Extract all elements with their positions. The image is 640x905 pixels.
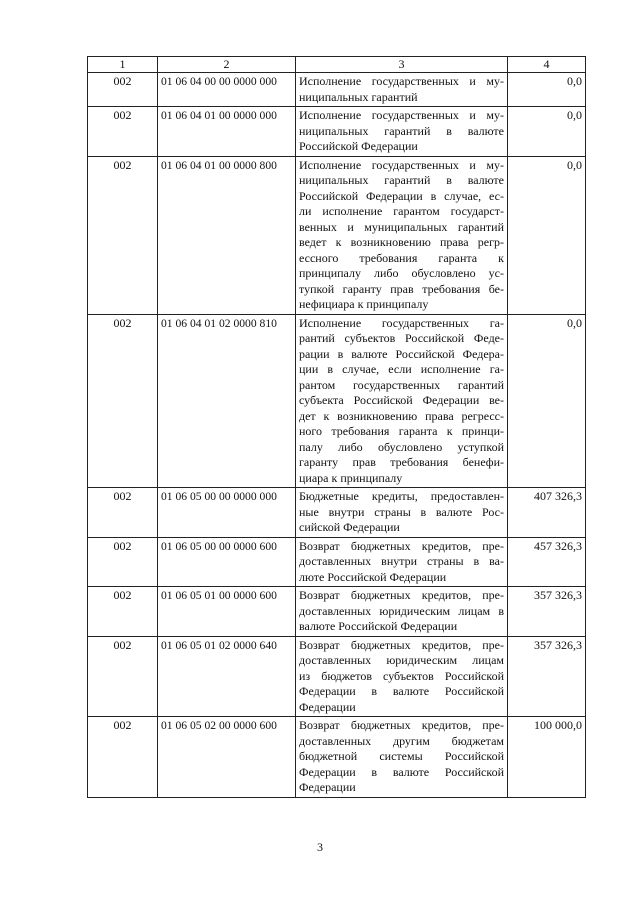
source-name-line: ниципальных гарантий [299,89,418,104]
source-name-cell [296,156,508,314]
amount-cell: 357 326,3 [508,636,586,717]
source-name-line: дет к возникновению права регресс- [299,408,504,423]
budget-classification-code-cell: 01 06 05 00 00 0000 600 [158,537,296,587]
amount-cell: 0,0 [508,314,586,488]
source-name-line: Федерации [299,780,356,794]
admin-code-cell: 002 [88,537,158,587]
source-name-line: рантом государственных гарантий [299,377,504,392]
budget-classification-code-cell: 01 06 04 01 00 0000 000 [158,107,296,157]
table-row [88,314,586,488]
budget-classification-code-cell: 01 06 04 01 00 0000 800 [158,156,296,314]
source-name-line: Исполнение государственных и му- [299,157,504,172]
source-name-line: нефициара к принципалу [299,297,429,311]
source-name-cell [296,314,508,488]
budget-sources-table [87,56,586,798]
amount-cell: 407 326,3 [508,488,586,538]
amount-cell: 457 326,3 [508,537,586,587]
table-row [88,537,586,587]
admin-code-cell: 002 [88,587,158,637]
source-name-line: ли исполнение гарантом государст- [299,204,504,218]
source-name-cell [296,73,508,107]
admin-code-cell: 002 [88,107,158,157]
source-name-cell [296,636,508,717]
source-name-line: Российской Федерации в случае, ес- [299,188,504,203]
source-name-line: Исполнение государственных и му- [299,108,504,122]
source-name-line: ессного требования гаранта к [299,250,504,265]
budget-classification-code-cell: 01 06 05 01 02 0000 640 [158,636,296,717]
table-row [88,587,586,637]
source-name-cell [296,107,508,157]
source-name-line: ведет к возникновению права регр- [299,235,504,249]
source-name-line: палу либо обусловлено уступкой [299,439,504,454]
source-name-line: люте Российской Федерации [299,569,447,584]
budget-classification-code-cell: 01 06 04 00 00 0000 000 [158,73,296,107]
header-col-4: 4 [508,57,586,73]
source-name-line: циара к принципалу [299,470,403,485]
page-number: 3 [317,840,323,854]
source-name-line: Федерации в валюте Российской [299,684,504,698]
source-name-line: тупкой гаранту прав требования бе- [299,281,504,296]
amount-cell: 100 000,0 [508,717,586,798]
admin-code-cell: 002 [88,488,158,538]
source-name-line: сийской Федерации [299,520,400,534]
source-name-line: венных и муниципальных гарантий [299,219,504,234]
source-name-line: Возврат бюджетных кредитов, пре- [299,637,504,652]
header-col-1: 1 [88,57,158,73]
source-name-line: принципалу либо обусловлено ус- [299,266,504,280]
admin-code-cell: 002 [88,717,158,798]
source-name-line: ниципальных гарантий в валюте [299,173,504,187]
source-name-line: из бюджетов субъектов Российской [299,668,504,683]
source-name-line: рации в валюте Российской Федера- [299,346,504,361]
header-col-3: 3 [296,57,508,73]
amount-cell: 0,0 [508,73,586,107]
source-name-line: доставленных юридическим лицам в [299,603,504,618]
amount-cell: 357 326,3 [508,587,586,637]
admin-code-cell: 002 [88,156,158,314]
source-name-line: Возврат бюджетных кредитов, пре- [299,588,504,602]
source-name-line: ные внутри страны в валюте Рос- [299,504,504,519]
source-name-line: Федерации [299,699,356,714]
table-row [88,107,586,157]
budget-classification-code-cell: 01 06 05 01 00 0000 600 [158,587,296,637]
source-name-line: гаранту прав требования бенефи- [299,455,504,469]
admin-code-cell: 002 [88,73,158,107]
source-name-line: доставленных юридическим лицам [299,653,504,667]
header-col-2: 2 [158,57,296,73]
budget-classification-code-cell: 01 06 05 02 00 0000 600 [158,717,296,798]
source-name-line: Возврат бюджетных кредитов, пре- [299,538,504,553]
source-name-line: ции в случае, если исполнение га- [299,362,504,376]
source-name-line: субъекта Российской Федерации ве- [299,393,504,407]
source-name-line: Российской Федерации [299,139,418,153]
admin-code-cell: 002 [88,314,158,488]
source-name-line: Исполнение государственных га- [299,315,504,330]
source-name-cell [296,488,508,538]
table-body [88,73,586,798]
source-name-line: Федерации в валюте Российской [299,764,504,779]
budget-classification-code-cell: 01 06 04 01 02 0000 810 [158,314,296,488]
source-name-line: рантий субъектов Российской Феде- [299,331,504,345]
source-name-line: ного требования гаранта к принци- [299,424,504,438]
source-name-line: Исполнение государственных и му- [299,74,504,88]
source-name-line: валюте Российской Федерации [299,619,458,633]
source-name-cell [296,587,508,637]
source-name-line: доставленных другим бюджетам [299,733,504,748]
table-row [88,156,586,314]
admin-code-cell: 002 [88,636,158,717]
source-name-line: бюджетной системы Российской [299,749,504,763]
amount-cell: 0,0 [508,107,586,157]
table-row [88,73,586,107]
source-name-line: Возврат бюджетных кредитов, пре- [299,718,504,732]
table-header-row [88,57,586,73]
table-row [88,717,586,798]
source-name-line: ниципальных гарантий в валюте [299,123,504,138]
table-row [88,488,586,538]
source-name-cell [296,717,508,798]
source-name-line: доставленных внутри страны в ва- [299,554,504,568]
source-name-line: Бюджетные кредиты, предоставлен- [299,489,504,503]
budget-classification-code-cell: 01 06 05 00 00 0000 000 [158,488,296,538]
amount-cell: 0,0 [508,156,586,314]
table-row [88,636,586,717]
source-name-cell [296,537,508,587]
